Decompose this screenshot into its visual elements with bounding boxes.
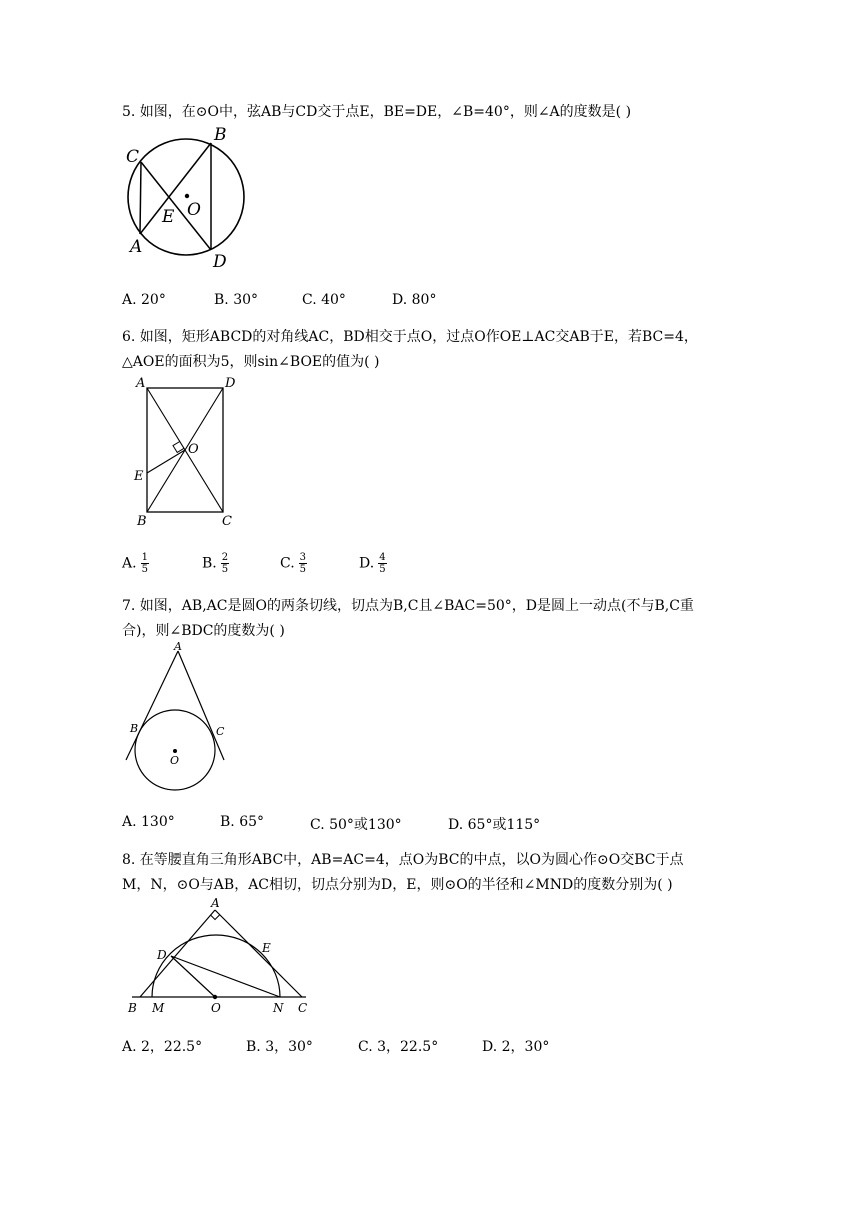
q7-label-b: B bbox=[130, 722, 139, 735]
question-6-figure bbox=[130, 374, 240, 530]
q5-label-b: B bbox=[214, 125, 227, 145]
denominator: 5 bbox=[221, 564, 229, 575]
option-d[interactable]: D. 80° bbox=[392, 292, 437, 308]
option-a[interactable]: A. 130° bbox=[122, 814, 175, 830]
option-a[interactable] bbox=[122, 552, 149, 575]
numerator: 2 bbox=[221, 552, 229, 563]
denominator: 5 bbox=[299, 564, 307, 575]
option-b[interactable]: B. 65° bbox=[220, 814, 265, 830]
q8-label-b: B bbox=[128, 1001, 137, 1015]
q7-label-c: C bbox=[216, 725, 225, 738]
question-7-stem bbox=[122, 594, 742, 644]
option-c[interactable]: C. 3，22.5° bbox=[358, 1039, 439, 1055]
numerator: 3 bbox=[299, 552, 307, 563]
question-8-stem-line-2: M，N，⊙O与AB，AC相切，切点分别为D，E，则⊙O的半径和∠MND的度数分别为( ) bbox=[122, 877, 673, 893]
option-d-letter: D. bbox=[359, 555, 375, 572]
denominator: 5 bbox=[379, 564, 386, 575]
question-5-figure bbox=[122, 124, 252, 270]
q6-label-d: D bbox=[225, 376, 236, 391]
q7-label-a: A bbox=[174, 640, 182, 653]
q8-label-d: D bbox=[157, 948, 167, 962]
option-d[interactable]: D. 65°或115° bbox=[448, 817, 541, 833]
question-7-stem-line-1: 7. 如图，AB,AC是圆O的两条切线，切点为B,C且∠BAC=50°，D是圆上一动点(不与B,C重 bbox=[122, 598, 694, 614]
option-b-letter: B. bbox=[202, 555, 217, 572]
option-c-letter: C. bbox=[280, 555, 295, 572]
q8-label-o: O bbox=[211, 1001, 221, 1015]
option-c[interactable]: C. 40° bbox=[302, 292, 346, 308]
q6-label-b: B bbox=[137, 514, 147, 529]
q5-label-e: E bbox=[162, 207, 175, 227]
q7-label-o: O bbox=[170, 754, 180, 767]
q6-label-a: A bbox=[136, 376, 146, 391]
option-b[interactable]: B. 30° bbox=[214, 292, 259, 308]
q8-label-e: E bbox=[262, 941, 271, 955]
option-a-fraction bbox=[141, 552, 149, 575]
q6-label-c: C bbox=[222, 514, 232, 529]
question-5-stem: 5. 如图，在⊙O中，弦AB与CD交于点E，BE=DE，∠B=40°，则∠A的度数是( ) bbox=[122, 104, 632, 120]
question-8-stem bbox=[122, 848, 742, 898]
denominator: 5 bbox=[141, 564, 148, 575]
option-b-fraction bbox=[221, 552, 229, 575]
q8-label-n: N bbox=[273, 1001, 284, 1015]
option-b[interactable] bbox=[202, 552, 229, 575]
question-8-figure bbox=[122, 893, 322, 1021]
question-6-stem bbox=[122, 325, 742, 375]
q8-label-m: M bbox=[152, 1001, 165, 1015]
q8-label-a: A bbox=[211, 896, 220, 910]
question-8-stem-line-1: 8. 在等腰直角三角形ABC中，AB=AC=4，点O为BC的中点，以O为圆心作⊙O交BC于点 bbox=[122, 852, 684, 868]
question-6-stem-line-1: 6. 如图，矩形ABCD的对角线AC，BD相交于点O，过点O作OE⊥AC交AB于E，若BC=4， bbox=[122, 329, 698, 345]
q5-label-c: C bbox=[126, 147, 140, 167]
question-7-figure bbox=[122, 640, 232, 798]
q5-label-d: D bbox=[213, 252, 227, 270]
option-d[interactable]: D. 2，30° bbox=[482, 1039, 550, 1055]
q5-label-o: O bbox=[187, 200, 201, 220]
q5-label-a: A bbox=[130, 237, 143, 257]
q8-label-c: C bbox=[298, 1001, 308, 1015]
numerator: 1 bbox=[141, 552, 148, 563]
option-d[interactable] bbox=[359, 552, 387, 575]
q6-label-e: E bbox=[134, 469, 144, 484]
option-a[interactable]: A. 2，22.5° bbox=[122, 1039, 203, 1055]
option-a-letter: A. bbox=[122, 555, 137, 572]
option-d-fraction bbox=[378, 552, 386, 575]
q6-label-o: O bbox=[188, 442, 199, 457]
option-c[interactable]: C. 50°或130° bbox=[310, 817, 402, 833]
question-7-stem-line-2: 合)，则∠BDC的度数为( ) bbox=[122, 623, 285, 639]
option-b[interactable]: B. 3，30° bbox=[246, 1039, 313, 1055]
option-c[interactable] bbox=[280, 552, 307, 575]
numerator: 4 bbox=[379, 552, 386, 563]
option-c-fraction bbox=[299, 552, 307, 575]
question-6-stem-line-2: △AOE的面积为5，则sin∠BOE的值为( ) bbox=[122, 354, 380, 370]
option-a[interactable]: A. 20° bbox=[122, 292, 166, 308]
